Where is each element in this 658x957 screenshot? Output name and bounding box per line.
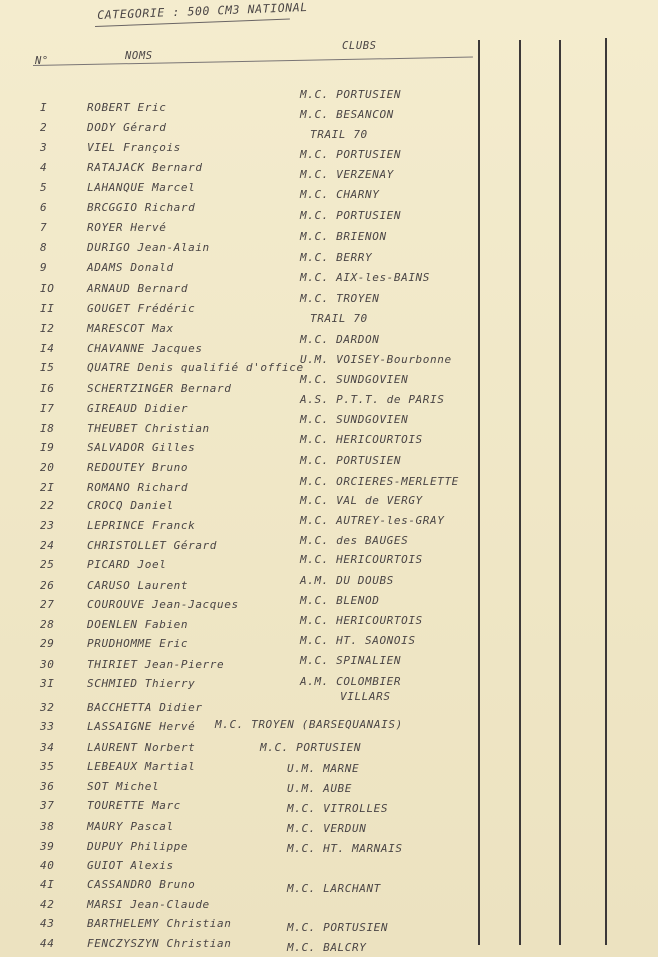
entry-number: I7: [40, 402, 55, 415]
entry-number: 30: [40, 658, 55, 671]
entry-name: LEBEAUX Martial: [87, 760, 196, 773]
entry-name: ROBERT Eric: [87, 101, 167, 114]
entry-name: DOENLEN Fabien: [87, 618, 189, 631]
entry-name: ROMANO Richard: [87, 481, 189, 494]
entry-number: 28: [40, 618, 55, 631]
entry-club: M.C. PORTUSIEN: [260, 741, 362, 754]
entry-name: CARUSO Laurent: [87, 579, 189, 592]
entry-number: II: [40, 302, 55, 315]
entry-name: ADAMS Donald: [87, 261, 174, 274]
entry-club: M.C. HT. MARNAIS: [287, 842, 403, 855]
entry-club: A.M. COLOMBIER: [300, 675, 402, 688]
entry-club: M.C. PORTUSIEN: [287, 921, 389, 934]
entry-club: M.C. BALCRY: [287, 941, 367, 954]
entry-club: M.C. SUNDGOVIEN: [300, 373, 409, 386]
header-rule: [33, 57, 473, 66]
entry-name: TOURETTE Marc: [87, 799, 181, 812]
grid-column-line-3: [559, 40, 561, 945]
entry-name: BACCHETTA Didier: [87, 701, 203, 714]
entry-number: 7: [40, 221, 48, 234]
entry-club: M.C. VAL de VERGY: [300, 494, 423, 507]
entry-name: COUROUVE Jean-Jacques: [87, 598, 239, 611]
entry-number: I4: [40, 342, 55, 355]
entry-number: 2: [40, 121, 48, 134]
entry-number: I6: [40, 382, 55, 395]
entry-club: A.S. P.T.T. de PARIS: [300, 393, 445, 406]
entry-club: U.M. AUBE: [287, 782, 353, 795]
entry-club: TRAIL 70: [310, 312, 368, 325]
entry-number: 35: [40, 760, 55, 773]
entry-name: MARSI Jean-Claude: [87, 898, 210, 911]
entry-club: M.C. HERICOURTOIS: [300, 553, 423, 566]
entry-club: TRAIL 70: [310, 128, 368, 141]
entry-name: SOT Michel: [87, 780, 160, 793]
entry-club: M.C. VERZENAY: [300, 168, 394, 181]
entry-name: PRUDHOMME Eric: [87, 637, 189, 650]
entry-name: SALVADOR Gilles: [87, 441, 196, 454]
entry-number: 6: [40, 201, 48, 214]
entry-number: I: [40, 101, 48, 114]
entry-club: M.C. BLENOD: [300, 594, 380, 607]
header-club: CLUBS: [342, 40, 377, 52]
entry-name: CHAVANNE Jacques: [87, 342, 203, 355]
entry-number: 33: [40, 720, 55, 733]
entry-club: A.M. DU DOUBS: [300, 574, 394, 587]
entry-club: M.C. DARDON: [300, 333, 380, 346]
entry-club-continued: VILLARS: [340, 690, 391, 703]
entry-name: CASSANDRO Bruno: [87, 878, 196, 891]
entry-number: I5: [40, 361, 55, 374]
grid-column-line-1: [478, 40, 480, 945]
entry-name: LAHANQUE Marcel: [87, 181, 196, 194]
entry-name: LAURENT Norbert: [87, 741, 196, 754]
header-name: NOMS: [125, 50, 153, 62]
entry-club: M.C. ORCIERES-MERLETTE: [300, 475, 459, 488]
entry-name: DUPUY Philippe: [87, 840, 189, 853]
entry-number: 22: [40, 499, 55, 512]
entry-name: VIEL François: [87, 141, 181, 154]
entry-number: 20: [40, 461, 55, 474]
entry-club: M.C. CHARNY: [300, 188, 380, 201]
entry-number: 32: [40, 701, 55, 714]
entry-name: DODY Gérard: [87, 121, 167, 134]
entry-club: M.C. AUTREY-les-GRAY: [300, 514, 445, 527]
entry-name: GUIOT Alexis: [87, 859, 174, 872]
entry-name: BRCGGIO Richard: [87, 201, 196, 214]
entry-club: M.C. VITROLLES: [287, 802, 389, 815]
entry-club: M.C. AIX-les-BAINS: [300, 271, 431, 284]
document-title: CATEGORIE : 500 CM3 NATIONAL: [96, 0, 309, 22]
entry-name: LASSAIGNE Hervé: [87, 720, 196, 733]
entry-name: MARESCOT Max: [87, 322, 174, 335]
entry-number: I9: [40, 441, 55, 454]
entry-number: 38: [40, 820, 55, 833]
entry-club: M.C. des BAUGES: [300, 534, 409, 547]
entry-club: M.C. VERDUN: [287, 822, 367, 835]
entry-number: 44: [40, 937, 55, 950]
entry-name: CHRISTOLLET Gérard: [87, 539, 218, 552]
entry-club: M.C. PORTUSIEN: [300, 454, 402, 467]
entry-name: PICARD Joel: [87, 558, 167, 571]
entry-number: IO: [40, 282, 55, 295]
entry-number: 40: [40, 859, 55, 872]
entry-number: I8: [40, 422, 55, 435]
entry-name: REDOUTEY Bruno: [87, 461, 189, 474]
entry-club: M.C. BRIENON: [300, 230, 387, 243]
entry-number: 36: [40, 780, 55, 793]
entry-number: 43: [40, 917, 55, 930]
entry-club: M.C. TROYEN: [300, 292, 380, 305]
entry-name: GIREAUD Didier: [87, 402, 189, 415]
entry-number: 42: [40, 898, 55, 911]
entry-number: 27: [40, 598, 55, 611]
entry-number: 3: [40, 141, 48, 154]
entry-number: 5: [40, 181, 48, 194]
entry-number: 26: [40, 579, 55, 592]
entry-number: 25: [40, 558, 55, 571]
entry-name: SCHERTZINGER Bernard: [87, 382, 232, 395]
entry-number: 23: [40, 519, 55, 532]
entry-club: M.C. PORTUSIEN: [300, 148, 402, 161]
entry-number: 4: [40, 161, 48, 174]
entry-club: M.C. PORTUSIEN: [300, 88, 402, 101]
entry-club: M.C. BESANCON: [300, 108, 394, 121]
entry-number: 3I: [40, 677, 55, 690]
entry-name: SCHMIED Thierry: [87, 677, 196, 690]
entry-name: THIRIET Jean-Pierre: [87, 658, 225, 671]
entry-number: 8: [40, 241, 48, 254]
entry-club: U.M. VOISEY-Bourbonne: [300, 353, 452, 366]
entry-name: QUATRE Denis qualifié d'office: [87, 361, 304, 374]
entry-club: U.M. MARNE: [287, 762, 360, 775]
entry-number: 24: [40, 539, 55, 552]
entry-number: I2: [40, 322, 55, 335]
entry-club: M.C. HERICOURTOIS: [300, 614, 423, 627]
entry-name: MAURY Pascal: [87, 820, 174, 833]
entry-number: 29: [40, 637, 55, 650]
entry-name: RATAJACK Bernard: [87, 161, 203, 174]
entry-club: M.C. SUNDGOVIEN: [300, 413, 409, 426]
entry-club: M.C. HT. SAONOIS: [300, 634, 416, 647]
entry-club: M.C. HERICOURTOIS: [300, 433, 423, 446]
entry-number: 34: [40, 741, 55, 754]
grid-column-line-2: [519, 40, 521, 945]
entry-club: M.C. SPINALIEN: [300, 654, 402, 667]
entry-name: FENCZYSZYN Christian: [87, 937, 232, 950]
entry-name: DURIGO Jean-Alain: [87, 241, 210, 254]
entry-club: M.C. PORTUSIEN: [300, 209, 402, 222]
entry-name: THEUBET Christian: [87, 422, 210, 435]
entry-name: ARNAUD Bernard: [87, 282, 189, 295]
entry-number: 4I: [40, 878, 55, 891]
entry-club: M.C. BERRY: [300, 251, 373, 264]
entry-name: CROCQ Daniel: [87, 499, 174, 512]
entry-name: BARTHELEMY Christian: [87, 917, 232, 930]
entry-number: 9: [40, 261, 48, 274]
entry-name: GOUGET Frédéric: [87, 302, 196, 315]
header-number: N°: [35, 55, 49, 67]
entry-club: M.C. LARCHANT: [287, 882, 381, 895]
entry-number: 37: [40, 799, 55, 812]
entry-number: 39: [40, 840, 55, 853]
entry-club: M.C. TROYEN (BARSEQUANAIS): [215, 718, 403, 731]
grid-column-line-4: [605, 38, 607, 945]
entry-number: 2I: [40, 481, 55, 494]
entry-name: LEPRINCE Franck: [87, 519, 196, 532]
entry-name: ROYER Hervé: [87, 221, 167, 234]
